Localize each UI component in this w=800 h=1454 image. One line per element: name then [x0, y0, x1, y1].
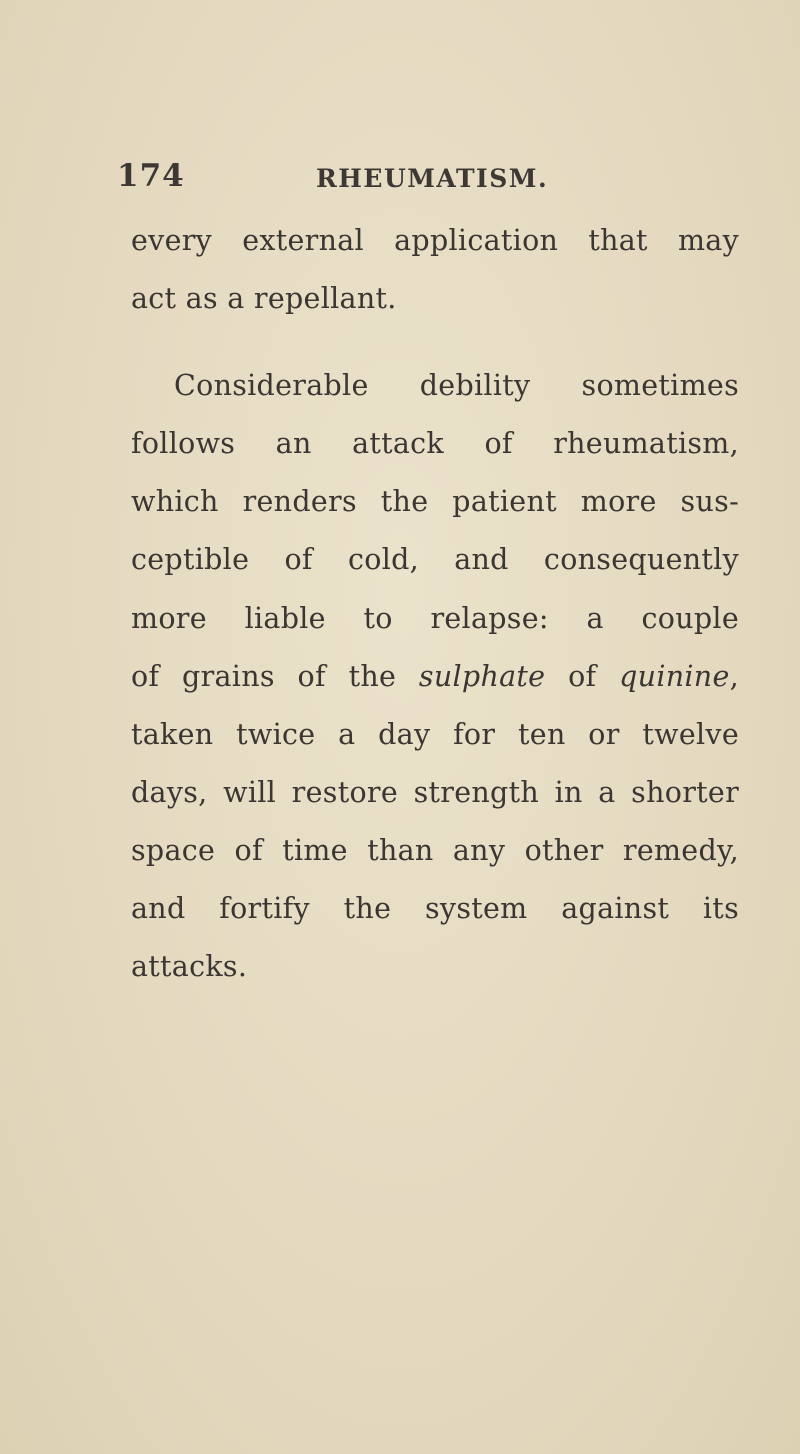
quinine-italic: quinine: [619, 659, 730, 693]
sulphate-italic: sulphate: [418, 659, 546, 693]
paragraph-2-line-8: days, will restore strength in a shorter: [131, 775, 739, 809]
page-number: 174: [117, 158, 185, 194]
body-text: [131, 212, 739, 996]
paragraph-1-line-1: every external application that may: [131, 224, 739, 257]
paragraph-2-line-2: follows an attack of rheumatism,: [131, 427, 739, 461]
paragraph-gap: [131, 328, 739, 357]
paragraph-2-line-9: space of time than any other remedy,: [131, 833, 739, 867]
paragraph-2-line-5: more liable to relapse: a couple: [131, 601, 739, 635]
paragraph-1-line-2: act as a repellant.: [131, 282, 397, 316]
paragraph-2-line-1: Considerable debility sometimes: [174, 369, 739, 403]
paragraph-2-line-4: ceptible of cold, and consequently: [131, 543, 739, 577]
paragraph-2-line-3: which renders the patient more sus-: [131, 485, 739, 519]
line-6-text-c: ,: [729, 659, 739, 693]
paragraph-2-line-11: attacks.: [131, 950, 248, 984]
line-6-text-b: of: [545, 659, 620, 693]
paragraph-2-line-6: [131, 648, 739, 706]
paragraph-2-line-7: taken twice a day for ten or twelve: [131, 717, 739, 751]
running-title: RHEUMATISM.: [316, 164, 549, 193]
line-6-text-a: of grains of the: [131, 659, 419, 693]
paragraph-2-line-10: and fortify the system against its: [131, 892, 739, 926]
running-head: [117, 158, 737, 198]
